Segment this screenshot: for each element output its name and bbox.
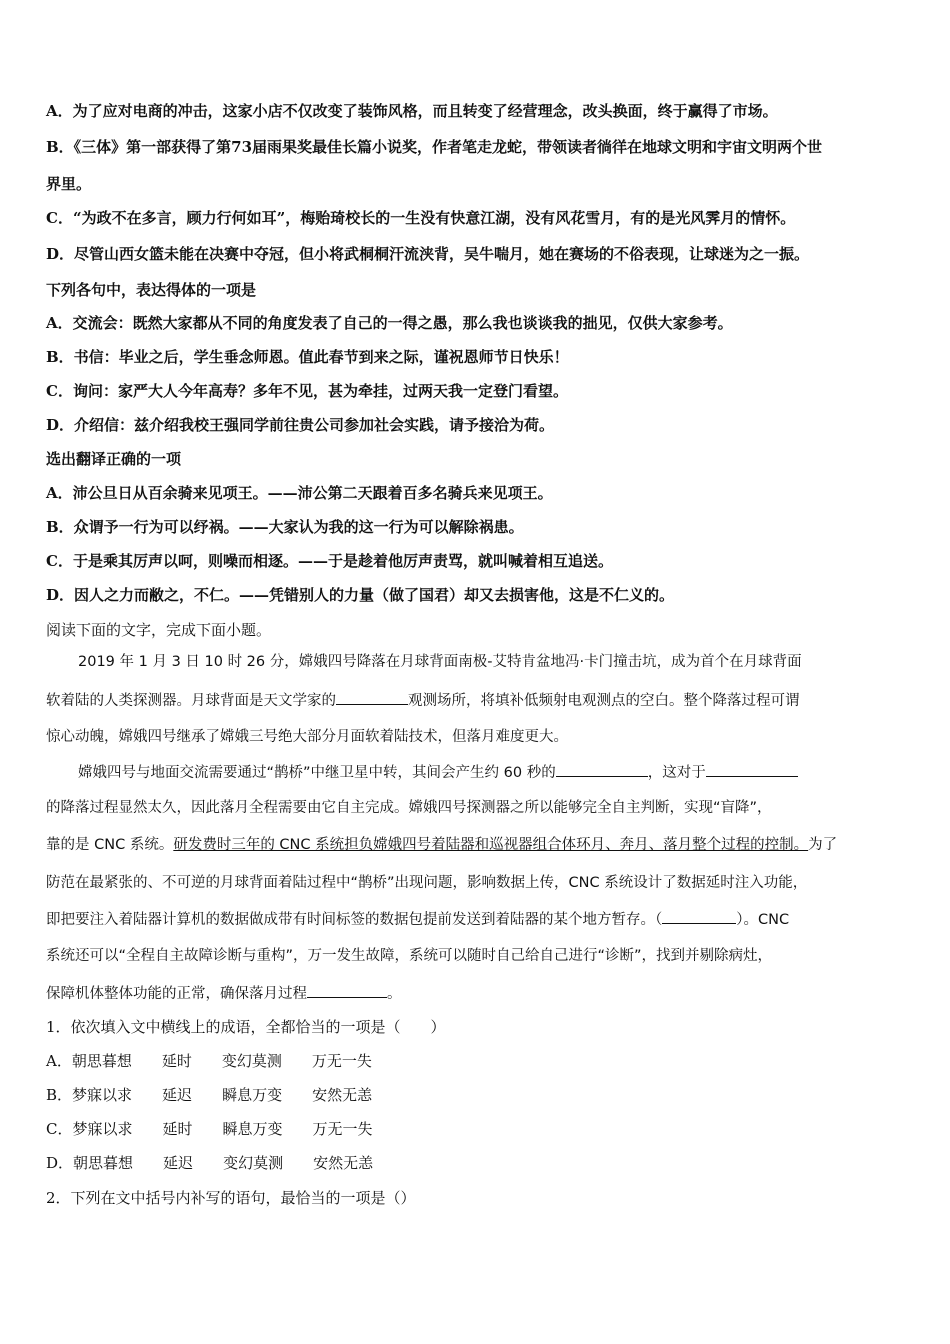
passage-p1-line3: 惊心动魄，嫦娥四号继承了嫦娥三号绝大部分月面软着陆技术，但落月难度更大。	[46, 729, 568, 745]
fill-blank-4	[307, 983, 387, 998]
passage-text: 为了	[808, 837, 838, 853]
passage-text: 靠的是 CNC 系统。	[46, 837, 174, 853]
q2-option-c: C．询问：家严大人今年高寿？多年不见，甚为牵挂，过两天我一定登门看望。	[46, 382, 568, 400]
option-label: A．	[46, 1052, 72, 1070]
passage-p2-line1	[78, 762, 948, 783]
q1-option-a: A．为了应对电商的冲击，这家小店不仅改变了装饰风格，而且转变了经营理念，改头换面，终于赢得了市场。	[46, 102, 778, 120]
option-word: 延时	[161, 1052, 192, 1070]
passage-p1-line1: 2019 年 1 月 3 日 10 时 26 分，嫦娥四号降落在月球背面南极-艾特肯盆地冯·卡门撞击坑，成为首个在月球背面	[78, 654, 802, 670]
option-word: 万无一失	[312, 1120, 373, 1138]
q2-option-b: B．书信：毕业之后，学生垂念师恩。值此春节到来之际，谨祝恩师节日快乐！	[46, 348, 569, 366]
passage-p1-line2	[46, 690, 916, 711]
sub1-option-a	[46, 1051, 916, 1071]
option-word: 变幻莫测	[223, 1154, 284, 1172]
q1-option-d: D．尽管山西女篮未能在决赛中夺冠，但小将武桐桐汗流浃背，吴牛喘月，她在赛场的不俗表现，让球迷为之一振。	[46, 245, 810, 263]
sub2-stem: 2．下列在文中括号内补写的语句，最恰当的一项是（）	[46, 1189, 416, 1207]
q1-option-b-cont: 界里。	[46, 175, 92, 193]
option-word: 延时	[162, 1120, 193, 1138]
passage-text: ，这对于	[647, 765, 706, 781]
passage-text: 嫦娥四号与地面交流需要通过“鹊桥”中继卫星中转，其间会产生约 60 秒的	[78, 765, 556, 781]
sub1-stem: 1．依次填入文中横线上的成语，全都恰当的一项是（ ）	[46, 1018, 446, 1036]
passage-text: 软着陆的人类探测器。月球背面是天文学家的	[46, 693, 336, 709]
reading-intro: 阅读下面的文字，完成下面小题。	[46, 621, 272, 639]
option-word: 瞬息万变	[222, 1086, 283, 1104]
fill-blank-3	[706, 762, 798, 777]
sub1-option-c	[46, 1119, 916, 1139]
sub1-option-d	[46, 1153, 916, 1173]
passage-p2-line3	[46, 835, 916, 855]
option-word: 延迟	[163, 1154, 194, 1172]
fill-blank-bracket	[662, 909, 736, 924]
option-label: C．	[46, 1120, 73, 1138]
option-label: B．	[46, 1086, 73, 1104]
passage-text: 保障机体整体功能的正常，确保落月过程	[46, 986, 307, 1002]
option-word: 安然无恙	[313, 1154, 374, 1172]
option-word: 朝思暮想	[71, 1052, 132, 1070]
fill-blank-2	[556, 762, 648, 777]
q3-option-d: D．因人之力而敝之，不仁。——凭错别人的力量（做了国君）却又去损害他，这是不仁义的。	[46, 586, 675, 604]
option-word: 梦寐以求	[72, 1120, 133, 1138]
option-word: 瞬息万变	[222, 1120, 283, 1138]
option-word: 朝思暮想	[73, 1154, 134, 1172]
q1-option-b: B．《三体》第一部获得了第73届雨果奖最佳长篇小说奖，作者笔走龙蛇，带领读者徜徉在地球文明和宇宙文明两个世	[46, 138, 823, 156]
q2-option-d: D．介绍信：兹介绍我校王强同学前往贵公司参加社会实践，请予接洽为荷。	[46, 416, 555, 434]
option-word: 梦寐以求	[72, 1086, 133, 1104]
q3-stem: 选出翻译正确的一项	[46, 450, 182, 468]
option-word: 安然无恙	[312, 1086, 373, 1104]
q3-option-b: B．众谓予一行为可以纾祸。——大家认为我的这一行为可以解除祸患。	[46, 518, 524, 536]
passage-text: 即把要注入着陆器计算机的数据做成带有时间标签的数据包提前发送到着陆器的某个地方暂存。（	[46, 912, 663, 928]
passage-p2-line6: 系统还可以“全程自主故障诊断与重构”，万一发生故障，系统可以随时自己给自己进行“诊断”，找到并剔除病灶，	[46, 948, 773, 964]
passage-text: 。	[387, 986, 402, 1002]
q1-option-c: C．“为政不在多言，顾力行何如耳”，梅贻琦校长的一生没有快意江湖，没有风花雪月，有的是光风霁月的情怀。	[46, 209, 796, 227]
q3-option-a: A．沛公旦日从百余骑来见项王。——沛公第二天跟着百多名骑兵来见项王。	[46, 484, 553, 502]
passage-p2-line4: 防范在最紧张的、不可逆的月球背面着陆过程中“鹊桥”出现问题，影响数据上传，CNC 系统设计了数据延时注入功能，	[46, 875, 808, 891]
option-word: 变幻莫测	[221, 1052, 282, 1070]
option-word: 万无一失	[311, 1052, 372, 1070]
q3-option-c: C．于是乘其厉声以呵，则噪而相逐。——于是趁着他厉声责骂，就叫喊着相互追送。	[46, 552, 613, 570]
passage-text: 观测场所，将填补低频射电观测点的空白。整个降落过程可谓	[408, 693, 800, 709]
fill-blank-1	[336, 690, 408, 705]
option-word: 延迟	[162, 1086, 193, 1104]
passage-p2-line2: 的降落过程显然太久，因此落月全程需要由它自主完成。嫦娥四号探测器之所以能够完全自主判断，实现“盲降”，	[46, 800, 772, 816]
option-label: D．	[46, 1154, 74, 1172]
sub1-option-b	[46, 1085, 916, 1105]
passage-text: ）。CNC	[736, 912, 790, 928]
passage-p2-line7	[46, 983, 916, 1004]
q2-option-a: A．交流会：既然大家都从不同的角度发表了自己的一得之愚，那么我也谈谈我的拙见，仅供大家参考。	[46, 314, 733, 332]
passage-p2-line5	[46, 909, 916, 930]
underlined-sentence: 研发费时三年的 CNC 系统担负嫦娥四号着陆器和巡视器组合体环月、奔月、落月整个过程的控制。	[173, 837, 809, 853]
q2-stem: 下列各句中，表达得体的一项是	[46, 281, 257, 299]
